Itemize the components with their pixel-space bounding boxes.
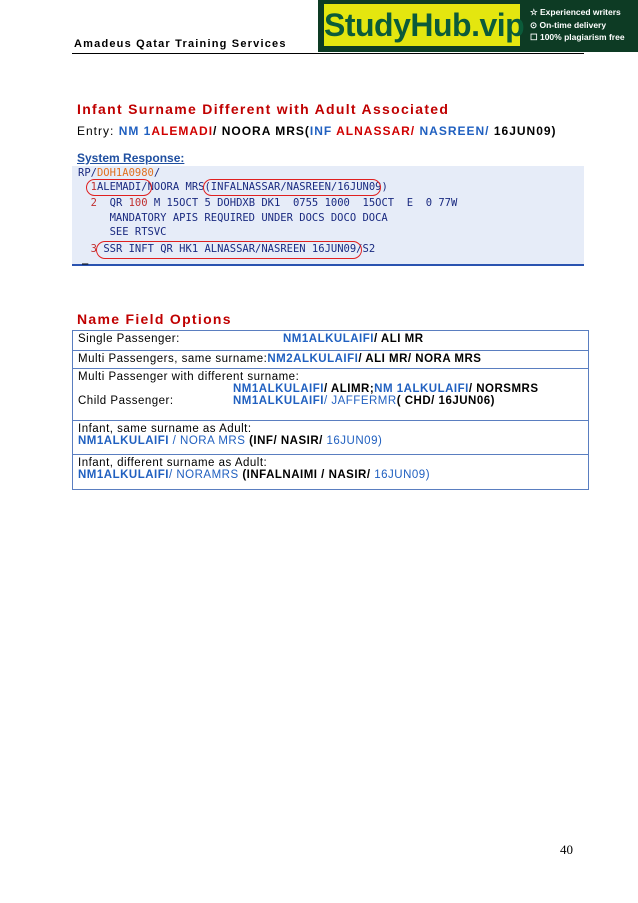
entry-nm: NM 1 bbox=[118, 124, 152, 138]
segment-number: 2 bbox=[90, 197, 97, 209]
code-blue: NM1ALKULAIFI bbox=[233, 383, 324, 395]
document-header-title: Amadeus Qatar Training Services bbox=[74, 38, 287, 50]
table-row bbox=[73, 455, 588, 489]
code-blue: / NORA MRS bbox=[168, 435, 250, 447]
table-row bbox=[73, 369, 588, 421]
brand-features bbox=[530, 6, 625, 44]
terminal-line-rp bbox=[78, 166, 160, 180]
code-inf: (INF bbox=[249, 435, 274, 447]
pax-surname: ALEMADI bbox=[96, 181, 142, 193]
brand-feature-delivery: ⊙ On-time delivery bbox=[530, 19, 607, 30]
code-blue: 16JUN09) bbox=[326, 435, 383, 447]
code-blue: NM1ALKULAIFI bbox=[233, 395, 324, 407]
terminal-line-apis: MANDATORY APIS REQUIRED UNDER DOCS DOCO DOCA bbox=[78, 212, 388, 224]
entry-name: / NOORA MRS( bbox=[213, 124, 310, 138]
code-black: / ALI MR bbox=[373, 333, 424, 345]
row-label: Multi Passengers, same surname: bbox=[78, 353, 268, 365]
terminal-line-segment bbox=[78, 196, 457, 210]
ssr-number: 3 bbox=[90, 243, 97, 255]
rp-end: / bbox=[153, 167, 161, 179]
code-black: / ALI MR/ NORA MRS bbox=[358, 353, 482, 365]
pax-rest: /NOORA MRS( bbox=[141, 181, 211, 193]
row-label: Multi Passenger with different surname: bbox=[78, 371, 300, 383]
name-field-table bbox=[72, 330, 589, 490]
code-black: / 16JUN06) bbox=[431, 395, 495, 407]
code-blue: / NORAMRS bbox=[168, 469, 243, 481]
pax-infant: INFALNASSAR/NASREEN/16JUN09) bbox=[210, 181, 388, 193]
code-black: / NORSMRS bbox=[468, 383, 539, 395]
terminal-line-rtsvc: SEE RTSVC bbox=[78, 226, 167, 238]
table-row bbox=[73, 351, 588, 369]
row-code-line bbox=[78, 435, 583, 447]
terminal-cursor: _ bbox=[82, 253, 89, 265]
entry-surname: ALEMADI bbox=[151, 124, 214, 138]
page-number: 40 bbox=[560, 842, 573, 857]
row-label: Infant, different surname as Adult: bbox=[78, 457, 268, 469]
infant-section-title: Infant Surname Different with Adult Associated bbox=[77, 101, 450, 117]
code-blue: 16JUN09) bbox=[374, 469, 431, 481]
segment-details: M 15OCT 5 DOHDXB DK1 0755 1000 15OCT E 0 77W bbox=[147, 197, 458, 209]
system-response-label: System Response: bbox=[77, 151, 185, 165]
pax-number: 1 bbox=[90, 181, 97, 193]
entry-line bbox=[77, 124, 557, 138]
entry-inf-first: NASREEN/ bbox=[415, 124, 494, 138]
code-blue: NM 1ALKULAIFI bbox=[374, 383, 469, 395]
highlight-oval-infant bbox=[203, 179, 381, 196]
brand-logo[interactable]: StudyHub.vip bbox=[324, 4, 520, 46]
entry-dob: 16JUN09) bbox=[493, 124, 557, 138]
row-label: Single Passenger: bbox=[78, 333, 180, 345]
child-line bbox=[78, 395, 583, 407]
code-black: / ALIMR; bbox=[323, 383, 375, 395]
flight-number: 100 bbox=[128, 197, 148, 209]
table-row bbox=[73, 331, 588, 351]
entry-inf: INF bbox=[309, 124, 337, 138]
code-blue: NM1ALKULAIFI bbox=[283, 333, 374, 345]
name-field-section-title: Name Field Options bbox=[77, 311, 232, 327]
entry-prefix: Entry: bbox=[77, 124, 119, 138]
child-label: Child Passenger: bbox=[78, 395, 174, 407]
code-blue: / JAFFERMR bbox=[323, 395, 397, 407]
code-inf: (INF bbox=[242, 469, 267, 481]
ssr-text: SSR INFT QR HK1 ALNASSAR/NASREEN 16JUN09/S2 bbox=[103, 243, 376, 255]
table-row bbox=[73, 421, 588, 455]
rp-label: RP/ bbox=[78, 167, 97, 179]
code-black: / NASIR/ bbox=[273, 435, 327, 447]
code-blue: NM1ALKULAIFI bbox=[78, 435, 169, 447]
code-black: ALNAIMI / NASIR/ bbox=[266, 469, 375, 481]
row-code-line bbox=[78, 469, 583, 481]
code-blue: NM1ALKULAIFI bbox=[78, 469, 169, 481]
code-black: ( CHD bbox=[396, 395, 432, 407]
highlight-oval-name bbox=[86, 179, 152, 196]
code-blue: NM2ALKULAIFI bbox=[267, 353, 359, 365]
terminal-screen bbox=[72, 166, 584, 266]
segment-airline: QR bbox=[96, 197, 129, 209]
header-divider bbox=[72, 53, 584, 54]
brand-feature-writers: ☆ Experienced writers bbox=[530, 7, 621, 17]
row-code-line bbox=[78, 383, 583, 395]
row-code bbox=[283, 333, 424, 345]
brand-feature-plagiarism: ☐ 100% plagiarism free bbox=[530, 32, 625, 42]
highlight-oval-ssr bbox=[96, 241, 362, 259]
row-label: Infant, same surname as Adult: bbox=[78, 423, 252, 435]
entry-inf-surname: ALNASSAR/ bbox=[336, 124, 416, 138]
office-id: DOH1A0980 bbox=[96, 167, 154, 179]
